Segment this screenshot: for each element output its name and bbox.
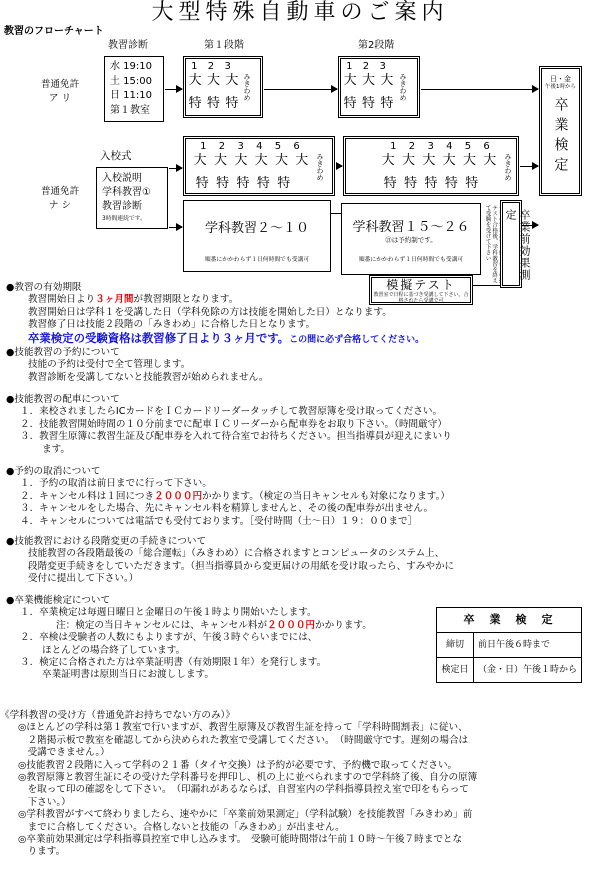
zenkoka-note: テスト合格後、学科教習を終えて受験を受けて下さい [484,205,498,284]
stage1-box-with: 1 2 3 大 大 大 みきわめ 特 特 特 [183,56,263,118]
zenkoka-box: 卒業前効果測定 [500,200,522,288]
section-torikeshi: ●予約の取消について １．予約の取消は前日までに行って下さい。 ２．キャンセル料は１回につき２０００円かかります。（検定の当日キャンセルも対象になります。） ３．キャンセルをした場合、先にキャンセル料を精算しませんと、その後の配車券が出ません。 ４．キャンセルについては電話でも受付ております。［受付時間（土～日）１９：００まで］ [6,466,596,528]
section-yuko: ●教習の有効期限 教習開始日より３ヶ月間が教習期限となります。 教習開始日は学科１を受講した日（学科免除の方は技能を開始した日）となります。 教習修了日は技能２段階の「みきわめ」に合格した日となります。 卒業検定の受験資格は教習修了日より３ヶ月です。この間に必ず合格してください。 [6,282,596,346]
gakka-box-2: 学科教習１５～２６ ㉑は予約制です。 順番にかかわらず１日何時間でも受講可 [341,203,481,275]
arrow [169,168,182,169]
stage2-box-with: 1 2 3 大 大 大 みきわめ 特 特 特 [338,56,420,118]
stage1-box-without: 1 2 3 4 5 6 大 大 大 大 大 大 みきわめ 特 特 特 特 特 [183,136,335,196]
arrow [522,225,538,226]
page-title: 大型特殊自動車のご案内 [151,0,449,25]
without-license-label: 普通免許 ナ シ [40,186,80,211]
schedule-box: 水 19:10 土 15:00 日 11:10 第１教室 [104,56,164,122]
gakka-box-1: 学科教習２～１０ 順番にかかわらず１日何時間でも受講可 [183,200,331,272]
mikiwame-label: みきわめ [316,153,324,181]
section-heading: ●教習の有効期限 [6,282,82,293]
connector [331,213,341,214]
nyuko-label: 入校式 [100,150,132,162]
with-license-label: 普通免許 ア リ [40,79,80,104]
mikiwame-label: みきわめ [399,73,407,101]
section-kentei: ●卒業機能検定について １．卒業検定は毎週日曜日と金曜日の午後１時より開始いたします。 注：検定の当日キャンセルには、キャンセル料が２０００円かかります。 ２．卒検は受験者の人数にもよりますが、午後３時ぐらいまでには、 ほとんどの場合終了しています。 ３．検定に合格された方は卒業証明書（有効期限１年）を発行します。 卒業証明書は原則当日にお渡しします。 [6,595,596,682]
intro-box: 入校説明 学科教習① 教習診断 3時間連続です。 [96,167,168,229]
section-heading: ●予約の取消について [6,466,101,477]
section-heading: 《学科教習の受け方（普通免許お持ちでない方のみ）》 [0,710,235,721]
header-shinsa: 教習診断 [108,40,148,51]
arrow [520,166,538,167]
arrow [169,227,182,228]
section-heading: ●技能教習の予約について [6,347,120,358]
arrow [264,89,337,90]
section-haisha: ●技能教習の配車について １．来校されましたらICカードをＩＣカードリーダータッチして教習原簿を受け取ってください。 ２．技能教習開始時間の１０分前までに配車ＩＣリーダーから配車券をお取り下さい。（時間厳守） ３．教習生原簿に教習生証及び配車券を入れて待合室でお待ちください。担当指導員が迎えにまいり ます。 [6,394,596,456]
graduation-exam-box: 日・金 午後1時から 卒業検定 [539,66,582,196]
header-stage2: 第2段階 [358,40,395,51]
section-gakka: 《学科教習の受け方（普通免許お持ちでない方のみ）》 ◎ほとんどの学科は第１教室で行いますが、教習生原簿及び教習生証を持って「学科時間割表」に従い、 ２階掲示板で教室を確認してから決められた教室で受講してください。 （時間厳守です。遅刻の場合は 受講できません。） ◎技能教習２段階に入って学科の２１番（タイヤ交換）は予約が必要です、予約機で取ってください。 ◎教習原簿と教習生証にその受けた学科番号を押印し、机の上に並べられますので学科終了後、自分の原簿 を取って印の確認をして下さい。 （印漏れがあるならば、自習室内の学科指導員控え室で印をもらって 下さい。） ◎学科教習がすべて終わりましたら、速やかに「卒業前効果測定」（学科試験）を技能教習「みきわめ」前 までに合格してください。合格しないと技能の「みきわめ」が出ません。 ◎卒業前効果測定は学科指導員控室で申し込みます。 受験可能時間帯は午前１０時～午後７時までとな ります。 [0,710,600,859]
flowchart-label: 教習のフローチャート [4,26,104,37]
mogi-box: 模擬テスト 教習室で日程に基づき受講して下さい。合格されたら受講で可 [369,275,473,305]
mikiwame-label: みきわめ [243,73,251,101]
section-heading: ●技能教習における段階変更の手続きについて [6,536,207,547]
section-yoyaku: ●技能教習の予約について 技能の予約は受付で全て管理します。 教習診断を受講してないと技能教習が始められません。 [6,347,596,384]
arrow [336,166,342,167]
arrow [421,89,538,90]
stage2-box-without: 1 2 3 4 5 6 大 大 大 大 大 大 みきわめ 特 特 特 特 特 [343,136,519,196]
header-stage1: 第１段階 [204,40,244,51]
exam-schedule-table: 卒 業 検 定 締切 前日午後６時まで 検定日 （金・日）午後１時から [436,607,582,683]
section-heading: ●卒業機能検定について [6,595,111,606]
arrow [165,89,182,90]
section-heading: ●技能教習の配車について [6,394,120,405]
exam-table-title: 卒 業 検 定 [437,608,582,633]
mikiwame-label: みきわめ [504,153,512,181]
section-henko: ●技能教習における段階変更の手続きについて 技能教習の各段階最後の「総合運転」（みきわめ）に合格されますとコンピュータのシステム上、 段階変更手続きをしていただきます。（担当指導員から変更届けの用紙を受け取ったら、すみやかに 受付に提出して下さい。） [6,536,596,586]
